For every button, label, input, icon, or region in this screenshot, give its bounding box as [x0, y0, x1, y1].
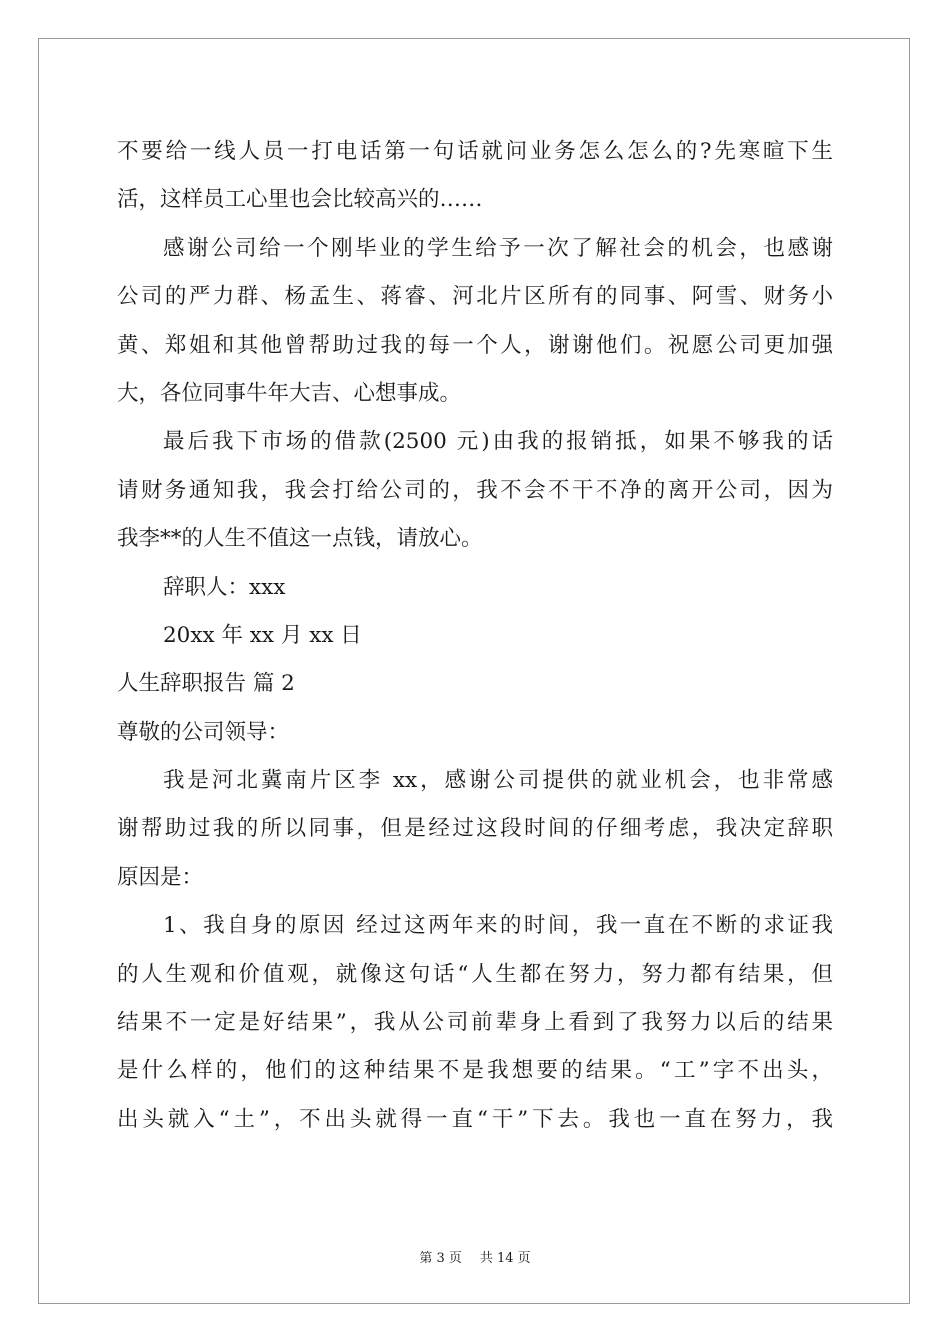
page-number: 第 3 页 [419, 1251, 462, 1266]
salutation: 尊敬的公司领导： [117, 719, 290, 745]
page-total: 共 14 页 [479, 1251, 531, 1266]
document-body [117, 128, 833, 1144]
text-line: 谢帮助过我的所以同事，但是经过这段时间的仔细考虑，我决定辞职 [117, 816, 833, 842]
text-line: 是什么样的，他们的这种结果不是我想要的结果。“工”字不出头， [117, 1058, 833, 1084]
text-line: 最后我下市场的借款(2500 元)由我的报销抵，如果不够我的话 [163, 429, 833, 455]
text-line: 我李**的人生不值这一点钱，请放心。 [117, 526, 483, 552]
text-line: 的人生观和价值观，就像这句话“人生都在努力，努力都有结果，但 [117, 961, 833, 987]
text-line: 不要给一线人员一打电话第一句话就问业务怎么怎么的?先寒暄下生 [117, 139, 833, 164]
text-line: 结果不一定是好结果”，我从公司前辈身上看到了我努力以后的结果 [117, 1010, 833, 1036]
signature-line: 辞职人：xxx [163, 574, 286, 600]
text-line: 请财务通知我，我会打给公司的，我不会不干不净的离开公司，因为 [117, 477, 833, 503]
text-line: 大，各位同事牛年大吉、心想事成。 [117, 380, 462, 406]
text-line: 感谢公司给一个刚毕业的学生给予一次了解社会的机会，也感谢 [163, 235, 833, 261]
text-line: 公司的严力群、杨孟生、蒋睿、河北片区所有的同事、阿雪、财务小 [117, 284, 833, 310]
section-heading: 人生辞职报告 篇 2 [117, 671, 295, 697]
text-line: 我是河北冀南片区李 xx，感谢公司提供的就业机会，也非常感 [163, 768, 833, 794]
text-line: 黄、郑姐和其他曾帮助过我的每一个人，谢谢他们。祝愿公司更加强 [117, 332, 833, 358]
text-line: 活，这样员工心里也会比较高兴的…… [117, 187, 483, 213]
text-line: 原因是： [117, 864, 204, 890]
text-line: 出头就入“土”，不出头就得一直“干”下去。我也一直在努力，我 [117, 1106, 833, 1132]
page-footer [0, 1247, 950, 1266]
text-line: 1、我自身的原因 经过这两年来的时间，我一直在不断的求证我 [163, 913, 833, 939]
date-line: 20xx 年 xx 月 xx 日 [163, 622, 362, 648]
